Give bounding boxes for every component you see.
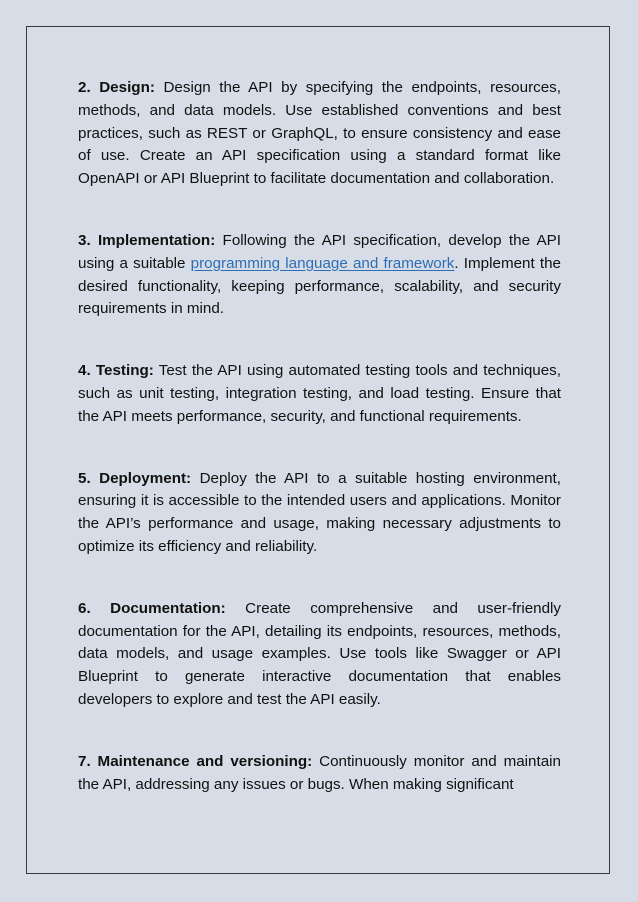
- section-testing: [78, 360, 561, 428]
- document-page: [26, 26, 610, 874]
- section-heading: 7. Maintenance and versioning:: [78, 752, 313, 770]
- section-text: Test the API using automated testing tools and techniques, such as unit testing, integration testing, and load testing. Ensure that the API meets performance, security, and functional requirements.: [78, 362, 561, 425]
- section-heading: 3. Implementation:: [78, 231, 216, 249]
- section-text: Design the API by specifying the endpoints, resources, methods, and data models. Use established conventions and best practices, such as REST or GraphQL, to ensure consistency and ease of use. Create an API specification using a standard format like OpenAPI or API Blueprint to facilitate documentation and collaboration.: [78, 79, 561, 188]
- section-implementation: [78, 230, 561, 321]
- programming-language-link[interactable]: programming language and framework: [190, 254, 455, 272]
- document-body: [78, 77, 561, 835]
- section-maintenance: [78, 751, 561, 797]
- section-documentation: [78, 598, 561, 712]
- section-design: [78, 77, 561, 191]
- section-text: Following the API specification, develop the API using a suitable: [78, 231, 561, 272]
- section-text: . Implement the desired functionality, keeping performance, scalability, and security requirements in mind.: [78, 254, 562, 318]
- section-heading: 6. Documentation:: [78, 599, 226, 617]
- section-text: Create comprehensive and user-friendly documentation for the API, detailing its endpoints, resources, methods, data models, and usage examples. Use tools like Swagger or API Blueprint to generate interactive documentation that enables developers to explore and test the API easily.: [78, 599, 561, 708]
- section-heading: 2. Design:: [78, 79, 155, 96]
- section-heading: 4. Testing:: [78, 362, 154, 380]
- section-deployment: [78, 468, 561, 559]
- section-text: Deploy the API to a suitable hosting environment, ensuring it is accessible to the intended users and applications. Monitor the API’s performance and usage, making necessary adjustments to optimize its efficiency and reliability.: [78, 469, 561, 555]
- section-heading: 5. Deployment:: [78, 469, 192, 487]
- section-text: Continuously monitor and maintain the API, addressing any issues or bugs. When making significant: [78, 752, 561, 793]
